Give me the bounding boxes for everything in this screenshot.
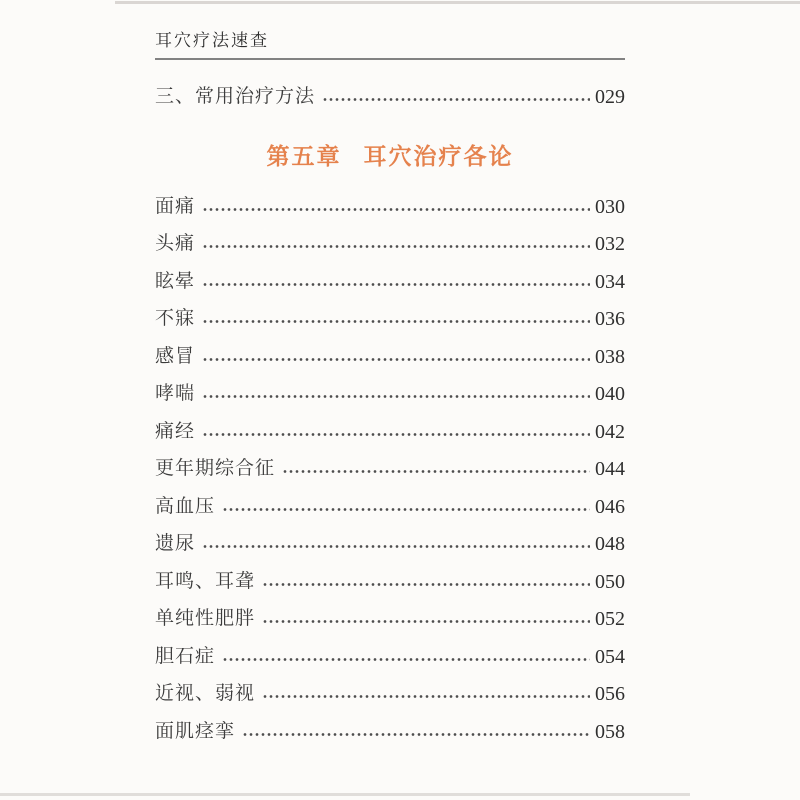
toc-entry-label: 耳鸣、耳聋: [155, 570, 256, 592]
dot-leader: [202, 356, 590, 363]
toc-entry-label: 遗尿: [155, 533, 196, 554]
chapter-number: 第五章: [266, 142, 342, 169]
toc-entry-label: 头痛: [155, 233, 196, 254]
header-rule: [155, 58, 625, 60]
dot-leader: [202, 206, 590, 213]
dot-leader: [262, 618, 590, 625]
toc-list: [155, 182, 625, 745]
toc-entry: [155, 557, 625, 595]
toc-entry: [155, 220, 625, 258]
chapter-heading: [155, 134, 625, 174]
toc-entry-label: 更年期综合征: [155, 458, 276, 479]
toc-entry-page-number: 034: [595, 270, 625, 293]
toc-entry-page-number: 040: [595, 383, 625, 405]
dot-leader: [322, 96, 590, 103]
page-content: [155, 30, 625, 745]
dot-leader: [202, 281, 590, 288]
toc-entry: [155, 595, 625, 633]
toc-entry-label: 高血压: [155, 495, 216, 517]
toc-entry: [155, 520, 625, 558]
toc-entry-page-number: 044: [595, 458, 625, 480]
toc-entry-page-number: 029: [595, 86, 625, 108]
toc-entry: [155, 632, 625, 670]
toc-entry: [155, 332, 625, 370]
scan-edge-bottom: [0, 793, 690, 796]
toc-entry-page-number: 052: [595, 608, 625, 630]
toc-entry-label: 三、常用治疗方法: [155, 86, 316, 107]
toc-entry: [155, 182, 625, 220]
toc-entry: [155, 407, 625, 445]
toc-entry-label: 眩晕: [155, 270, 196, 292]
toc-entry-page-number: 030: [595, 195, 625, 218]
dot-leader: [262, 693, 590, 700]
toc-entry-page-number: 032: [595, 233, 625, 255]
toc-entry-page-number: 056: [595, 683, 625, 705]
toc-entry-label: 面肌痉挛: [155, 720, 236, 742]
toc-entry: [155, 707, 625, 745]
toc-entry-label: 近视、弱视: [155, 683, 256, 704]
dot-leader: [222, 656, 590, 663]
scan-edge-top: [115, 1, 800, 4]
toc-entry-label: 不寐: [155, 308, 196, 329]
toc-entry: [155, 295, 625, 333]
running-header: 耳穴疗法速查: [155, 31, 269, 50]
toc-entry: [155, 370, 625, 408]
toc-entry: [155, 445, 625, 483]
toc-entry: [155, 257, 625, 295]
toc-entry-page-number: 036: [595, 308, 625, 330]
toc-entry: [155, 670, 625, 708]
toc-entry-page-number: 038: [595, 345, 625, 368]
toc-entry-page-number: 058: [595, 720, 625, 743]
dot-leader: [202, 243, 590, 250]
dot-leader: [282, 468, 590, 475]
dot-leader: [202, 543, 590, 550]
dot-leader: [222, 506, 590, 513]
chapter-title: 耳穴治疗各论: [363, 142, 514, 169]
dot-leader: [202, 393, 590, 400]
toc-entry-page-number: 046: [595, 495, 625, 518]
toc-entry-page-number: 048: [595, 533, 625, 555]
toc-entry-pre-chapter: [155, 76, 625, 110]
toc-entry-page-number: 054: [595, 645, 625, 668]
toc-entry-label: 胆石症: [155, 645, 216, 667]
toc-entry-label: 感冒: [155, 345, 196, 367]
toc-entry-label: 面痛: [155, 195, 196, 217]
dot-leader: [242, 731, 590, 738]
toc-entry: [155, 482, 625, 520]
toc-entry-page-number: 042: [595, 420, 625, 443]
dot-leader: [202, 431, 590, 438]
toc-entry-label: 哮喘: [155, 383, 196, 404]
toc-entry-label: 痛经: [155, 420, 196, 442]
dot-leader: [262, 581, 590, 588]
dot-leader: [202, 318, 590, 325]
toc-entry-page-number: 050: [595, 570, 625, 593]
toc-entry-label: 单纯性肥胖: [155, 608, 256, 629]
